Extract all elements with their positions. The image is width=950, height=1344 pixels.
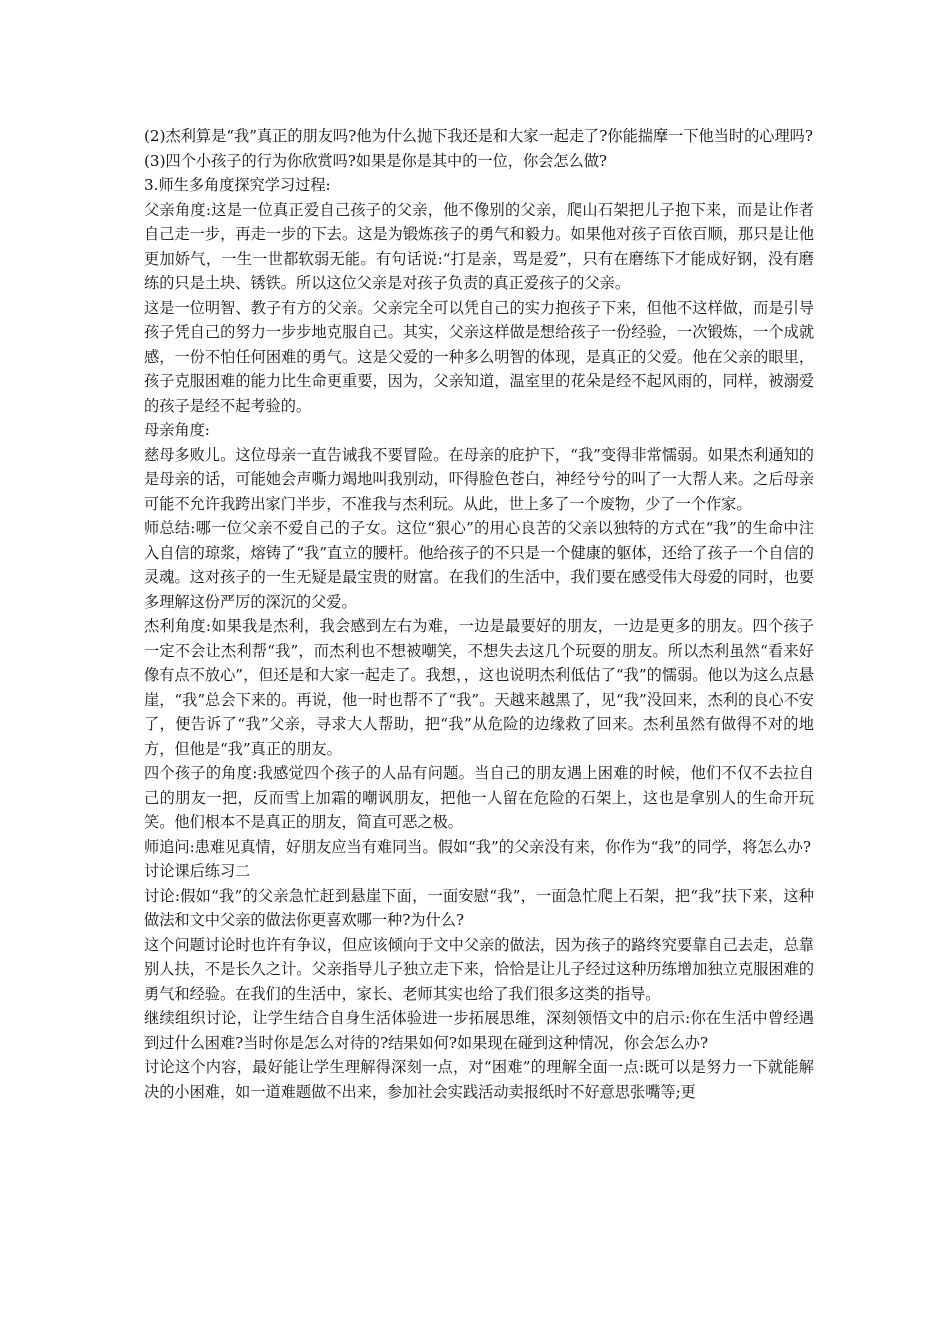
paragraph-mother-perspective: 慈母多败儿。这位母亲一直告诫我不要冒险。在母亲的庇护下，“我”变得非常懦弱。如果杰利通知的是母亲的话，可能她会声嘶力竭地叫我别动，吓得脸色苍白，神经兮兮的叫了一大帮人来。之后母亲可能不允许我跨出家门半步，不准我与杰利玩。从此，世上多了一个废物，少了一个作家。 [144,445,814,513]
paragraph-father-wise: 这是一位明智、教子有方的父亲。父亲完全可以凭自己的实力抱孩子下来，但他不这样做，而是引导孩子凭自己的努力一步步地克服自己。其实，父亲这样做是想给孩子一份经验，一次锻炼，一个成就感，一份不怕任何困难的勇气。这是父爱的一种多么明智的体现，是真正的父爱。他在父亲的眼里，孩子克服困难的能力比生命更重要，因为，父亲知道，温室里的花朵是经不起风雨的，同样，被溺爱的孩子是经不起考验的。 [144,298,814,415]
document-body [144,124,814,1104]
paragraph-teacher-summary: 师总结:哪一位父亲不爱自己的子女。这位“狠心”的用心良苦的父亲以独特的方式在“我”的生命中注入自信的琼浆，熔铸了“我”直立的腰杆。他给孩子的不只是一个健康的躯体，还给了孩子一个自信的灵魂。这对孩子的一生无疑是最宝贵的财富。在我们的生活中，我们要在感受伟大母爱的同时，也要多理解这份严厉的深沉的父爱。 [144,519,814,611]
paragraph-four-children: 四个孩子的角度:我感觉四个孩子的人品有问题。当自己的朋友遇上困难的时候，他们不仅不去拉自己的朋友一把，反而雪上加霜的嘲讽朋友，把他一人留在危险的石架上，这也是拿别人的生命开玩笑。他们根本不是真正的朋友，简直可恶之极。 [144,764,814,831]
paragraph-discussion-answer: 这个问题讨论时也许有争议，但应该倾向于文中父亲的做法，因为孩子的路终究要靠自己去走，总靠别人扶，不是长久之计。父亲指导儿子独立走下来，恰恰是让儿子经过这种历练增加独立克服困难的勇气和经验。在我们的生活中，家长、老师其实也给了我们很多这类的指导。 [144,935,814,1003]
paragraph-jerry-perspective: 杰利角度:如果我是杰利，我会感到左右为难，一边是最要好的朋友，一边是更多的朋友。四个孩子一定不会让杰利帮“我”，而杰利也不想被嘲笑，不想失去这几个玩耍的朋友。所以杰利虽然“看来好像有点不放心”，但还是和大家一起走了。我想，，这也说明杰利低估了“我”的懦弱。他以为这么点悬崖，“我”总会下来的。再说，他一时也帮不了“我”。天越来越黑了，见“我”没回来，杰利的良心不安了，便告诉了“我”父亲，寻求大人帮助，把“我”从危险的边缘救了回来。杰利虽然有做得不对的地方，但他是“我”真正的朋友。 [144,617,814,758]
paragraph-discussion: 讨论:假如“我”的父亲急忙赶到悬崖下面，一面安慰“我”，一面急忙爬上石架，把“我”扶下来，这种做法和文中父亲的做法你更喜欢哪一种?为什么? [144,886,814,929]
paragraph-mother-heading: 母亲角度: [144,421,210,439]
paragraph-question-2: (2)杰利算是“我”真正的朋友吗?他为什么抛下我还是和大家一起走了?你能揣摩一下他当时的心理吗? [144,127,813,145]
paragraph-exercise-heading: 讨论课后练习二 [144,862,251,880]
paragraph-continue-discussion: 继续组织讨论，让学生结合自身生活体验进一步拓展思维，深刻领悟文中的启示:你在生活中曾经遇到过什么困难?当时你是怎么对待的?结果如何?如果现在碰到这种情况，你会怎么办? [144,1009,814,1052]
paragraph-teacher-question: 师追问:患难见真情，好朋友应当有难同当。假如“我”的父亲没有来，你作为“我”的同学，将怎么办? [144,837,812,856]
paragraph-discussion-content: 讨论这个内容，最好能让学生理解得深刻一点，对“困难”的理解全面一点:既可以是努力一下就能解决的小困难，如一道难题做不出来，参加社会实践活动卖报纸时不好意思张嘴等;更 [144,1058,814,1101]
paragraph-section-heading: 3.师生多角度探究学习过程: [144,176,331,194]
paragraph-question-3: (3)四个小孩子的行为你欣赏吗?如果是你是其中的一位，你会怎么做? [144,151,608,170]
paragraph-father-perspective: 父亲角度:这是一位真正爱自己孩子的父亲，他不像别的父亲，爬山石架把儿子抱下来，而是让作者自己走一步，再走一步的下去。这是为锻炼孩子的勇气和毅力。如果他对孩子百依百顺，那只是让他更加娇气，一生一世都软弱无能。有句话说:“打是亲，骂是爱”，只有在磨练下才能成好钢，没有磨练的只是土块、锈铁。所以这位父亲是对孩子负责的真正爱孩子的父亲。 [144,200,814,292]
